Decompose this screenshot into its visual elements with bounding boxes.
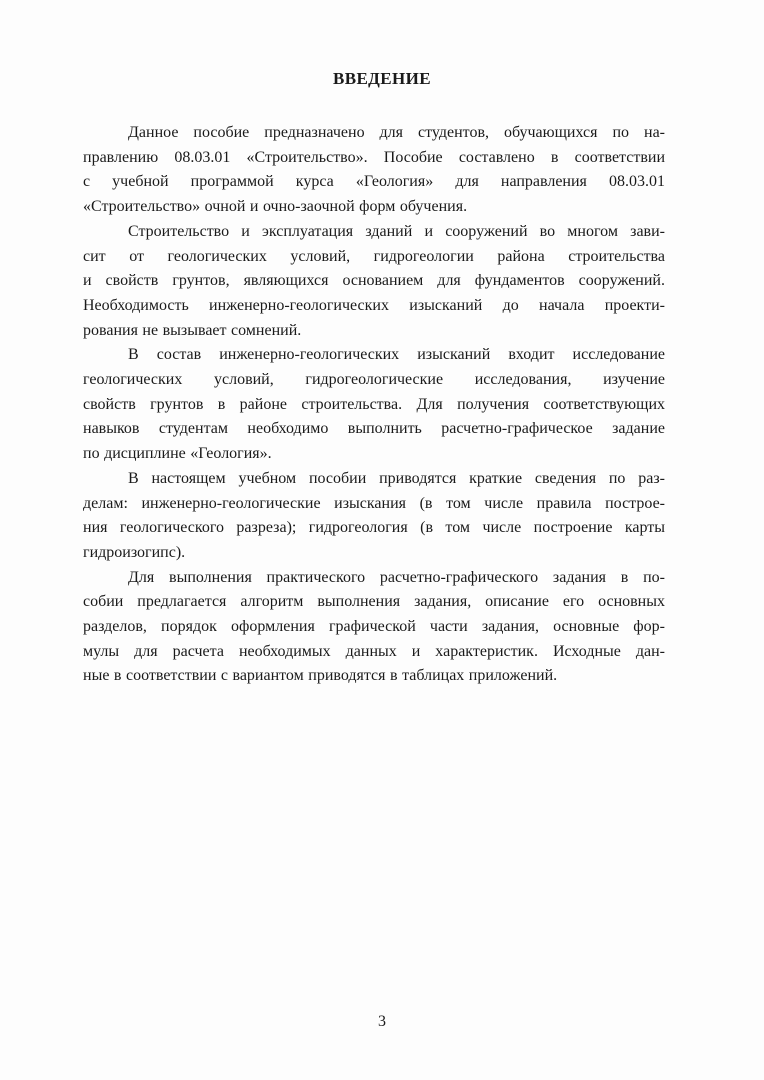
- paragraph: [83, 343, 665, 467]
- text-line: навыков студентам необходимо выполнить расчетно-графическое задание: [83, 420, 665, 438]
- text-line: свойств грунтов в районе строительства. Для получения соответствующих: [83, 395, 665, 413]
- text-line: гидроизогипс).: [83, 543, 186, 561]
- text-line: В состав инженерно-геологических изысканий входит исследование: [128, 346, 665, 364]
- text-line: «Строительство» очной и очно-заочной форм обучения.: [83, 198, 468, 216]
- text-line: и свойств грунтов, являющихся основанием для фундаментов сооружений.: [83, 272, 665, 290]
- text-line: В настоящем учебном пособии приводятся краткие сведения по раз-: [128, 469, 665, 487]
- text-line: мулы для расчета необходимых данных и характеристик. Исходные дан-: [83, 642, 665, 660]
- text-line: Данное пособие предназначено для студентов, обучающихся по на-: [128, 124, 665, 141]
- document-body: [83, 121, 665, 689]
- text-line: собии предлагается алгоритм выполнения задания, описание его основных: [83, 593, 665, 611]
- text-line: делам: инженерно-геологические изыскания (в том числе правила построе-: [83, 494, 665, 512]
- text-line: рования не вызывает сомнений.: [83, 321, 302, 339]
- text-line: Строительство и эксплуатация зданий и сооружений во многом зави-: [128, 222, 665, 240]
- text-line: геологических условий, гидрогеологические исследования, изучение: [83, 371, 665, 389]
- paragraph: [83, 220, 665, 344]
- page-number: 3: [378, 1013, 386, 1030]
- paragraph: [83, 467, 665, 566]
- text-line: ния геологического разреза); гидрогеология (в том числе построение карты: [83, 519, 665, 537]
- paragraph: [83, 121, 665, 220]
- page-title: ВВЕДЕНИЕ: [332, 69, 432, 88]
- text-line: сит от геологических условий, гидрогеологии района строительства: [83, 247, 665, 265]
- text-line: Необходимость инженерно-геологических изысканий до начала проекти-: [83, 296, 665, 314]
- text-line: по дисциплине «Геология».: [83, 445, 272, 463]
- text-line: Для выполнения практического расчетно-графического задания в по-: [128, 568, 665, 586]
- text-line: с учебной программой курса «Геология» для направления 08.03.01: [83, 173, 665, 191]
- text-line: ные в соответствии с вариантом приводятся в таблицах приложений.: [83, 667, 558, 685]
- paragraph: [83, 566, 665, 690]
- text-line: правлению 08.03.01 «Строительство». Пособие составлено в соответствии: [83, 148, 665, 166]
- text-line: разделов, порядок оформления графической части задания, основные фор-: [83, 618, 665, 636]
